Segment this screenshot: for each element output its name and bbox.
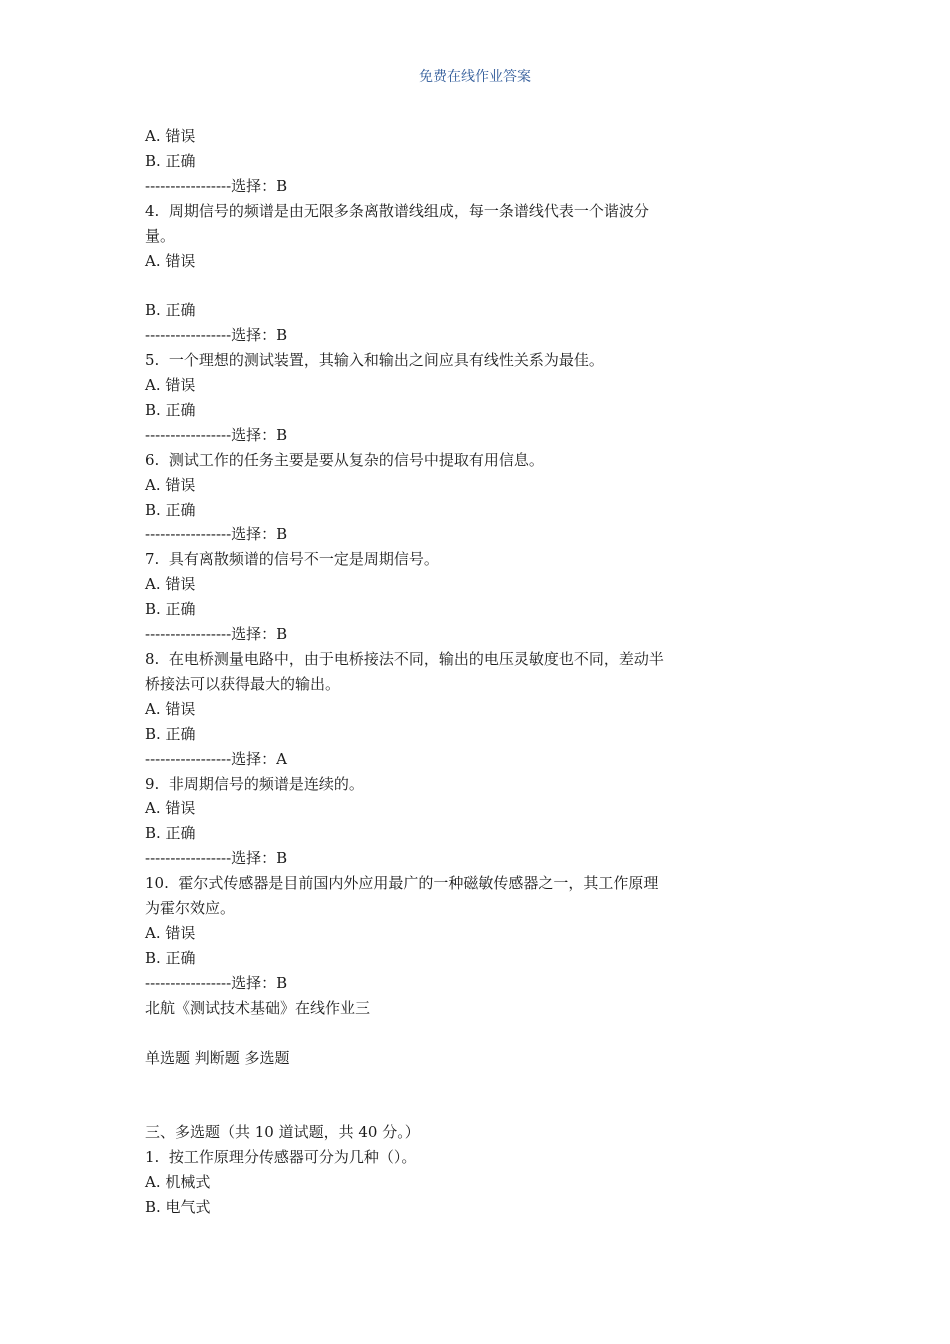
- text-line: B. 正确: [145, 724, 196, 743]
- text-line: 量。: [145, 226, 176, 245]
- text-line: B. 正确: [145, 948, 196, 967]
- text-line: -----------------选择：A: [145, 749, 287, 768]
- text-line: A. 错误: [145, 699, 196, 718]
- blank-line: [145, 1021, 735, 1046]
- text-line: A. 错误: [145, 475, 196, 494]
- text-line: B. 正确: [145, 151, 196, 170]
- text-line: A. 错误: [145, 799, 196, 818]
- text-line: 7. 具有离散频谱的信号不一定是周期信号。: [145, 550, 439, 569]
- text-line: A. 错误: [145, 575, 196, 594]
- text-line: B. 正确: [145, 400, 196, 419]
- text-line: A. 错误: [145, 923, 196, 942]
- text-line: 桥接法可以获得最大的输出。: [145, 674, 341, 693]
- text-line: 4. 周期信号的频谱是由无限多条离散谱线组成，每一条谱线代表一个谐波分: [145, 201, 649, 220]
- text-line: B. 正确: [145, 824, 196, 843]
- text-line: A. 机械式: [145, 1173, 211, 1191]
- text-line: 10. 霍尔式传感器是目前国内外应用最广的一种磁敏传感器之一，其工作原理: [145, 874, 659, 893]
- blank-line: [145, 1070, 735, 1095]
- text-line: 三、多选题（共 10 道试题，共 40 分。）: [145, 1123, 420, 1142]
- text-line: B. 正确: [145, 500, 196, 519]
- page-header: 免费在线作业答案: [419, 69, 531, 85]
- text-line: -----------------选择：B: [145, 849, 288, 868]
- text-line: -----------------选择：B: [145, 525, 288, 544]
- blank-line: [145, 273, 735, 298]
- text-line: -----------------选择：B: [145, 326, 288, 345]
- text-line: -----------------选择：B: [145, 425, 288, 444]
- text-line: B. 正确: [145, 600, 196, 619]
- text-line: 8. 在电桥测量电路中，由于电桥接法不同，输出的电压灵敏度也不同，差动半: [145, 650, 664, 669]
- text-line: 1. 按工作原理分传感器可分为几种（）。: [145, 1148, 417, 1167]
- text-line: -----------------选择：B: [145, 176, 288, 195]
- document-body: [145, 124, 735, 1220]
- text-line: A. 错误: [145, 127, 196, 145]
- text-line: 6. 测试工作的任务主要是要从复杂的信号中提取有用信息。: [145, 450, 544, 469]
- text-line: 为霍尔效应。: [145, 899, 236, 918]
- text-line: 单选题 判断题 多选题: [145, 1048, 290, 1067]
- text-line: B. 正确: [145, 301, 196, 320]
- text-line: -----------------选择：B: [145, 625, 288, 644]
- text-line: 9. 非周期信号的频谱是连续的。: [145, 774, 364, 793]
- text-line: B. 电气式: [145, 1197, 211, 1216]
- text-line: -----------------选择：B: [145, 973, 288, 992]
- text-line: A. 错误: [145, 251, 196, 270]
- text-line: A. 错误: [145, 376, 196, 395]
- text-line: 北航《测试技术基础》在线作业三: [145, 998, 371, 1017]
- text-line: 5. 一个理想的测试装置，其输入和输出之间应具有线性关系为最佳。: [145, 351, 604, 370]
- blank-line: [145, 1095, 735, 1120]
